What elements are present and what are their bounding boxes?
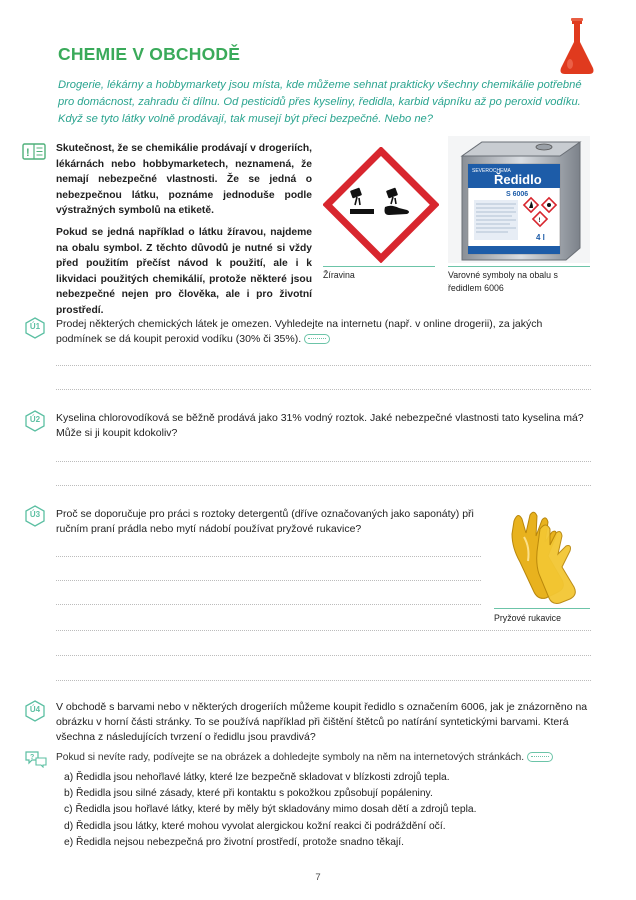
corrosive-caption: Žíravina	[323, 270, 355, 280]
fact-box	[56, 141, 312, 325]
hint-speech-icon	[24, 750, 48, 768]
gloves-caption: Pryžové rukavice	[494, 613, 561, 623]
can-code: S 6006	[506, 191, 529, 198]
task-u1-question: Prodej některých chemických látek je omezen. Vyhledejte na internetu (např. v online drogerii), za jakých podmínek se dá koupit peroxid vodíku (30% či 35%).	[56, 318, 543, 345]
can-brand: SEVEROCHEMA	[472, 168, 511, 174]
caption-line	[448, 266, 590, 267]
rubber-gloves-image	[494, 507, 590, 605]
answer-line[interactable]	[56, 604, 481, 605]
answer-line[interactable]	[56, 580, 481, 581]
info-book-icon	[22, 143, 46, 160]
svg-text:?: ?	[30, 754, 35, 761]
answer-line[interactable]	[56, 389, 591, 390]
task-badge-label: Ú1	[29, 322, 41, 331]
task-u1-text	[56, 317, 591, 347]
internet-icon	[304, 334, 330, 344]
answer-line[interactable]	[56, 461, 591, 462]
internet-icon	[527, 752, 553, 762]
task-u3-text: Proč se doporučuje pro práci s roztoky detergentů (dříve označovaných jako saponáty) při ručním praní prádla nebo mytí nádobí používat pryžové rukavice?	[56, 508, 474, 535]
task-u4-text: V obchodě s barvami nebo v některých drogeriích můžeme koupit ředidlo s označením 6006, jak je znázorněno na obrázku v horní části stránky. To se používá například při čištění štětců po natírání syntetickými barvami. Která všechna z následujících tvrzení o ředidlu jsou pravdivá?	[56, 701, 588, 743]
can-caption: Varovné symboly na obalu s ředidlem 6006	[448, 270, 558, 293]
intro-text: Drogerie, lékárny a hobbymarkety jsou místa, kde můžeme sehnat prakticky všechny chemikálie potřebné pro domácnost, zahradu či dílnu. Od pesticidů přes kyseliny, ředidla, karbid vápníku až po peroxid vodíku. Když se tyto látky volně prodávají, tak musejí být přeci bezpečné. Nebo ne?	[58, 79, 582, 125]
caption-line	[323, 266, 435, 267]
option-item[interactable]: a) Ředidla jsou nehořlavé látky, které lze bezpečně skladovat v blízkosti zdrojů tepla.	[64, 772, 450, 783]
page-number: 7	[315, 872, 321, 883]
corrosive-hazard-icon	[323, 147, 439, 263]
flask-icon	[557, 14, 597, 78]
option-item[interactable]: b) Ředidla jsou silné zásady, které při kontaktu s pokožkou způsobují popáleniny.	[64, 788, 433, 800]
option-item[interactable]: e) Ředidla nejsou nebezpečná pro životní prostředí, protože snadno těkají.	[64, 836, 405, 848]
hint-text: Pokud si nevíte rady, podívejte se na obrázek a dohledejte symboly na něm na internetových stránkách.	[56, 752, 525, 763]
options-list	[64, 770, 584, 851]
task-u2-text: Kyselina chlorovodíková se běžně prodává jako 31% vodný roztok. Jaké nebezpečné vlastnosti tato kyselina má? Může si ji koupit kdokoliv?	[56, 412, 584, 439]
fact-paragraph: Skutečnost, že se chemikálie prodávají v drogeriích, lékárnách nebo hobbymarketech, neznamená, že nemají nebezpečné vlastnosti. Že se jedná o nebezpečnou látku, poznáme jednoduše podle výstražných symbolů na etiketě.	[56, 143, 312, 217]
option-item[interactable]: c) Ředidla jsou hořlavé látky, které by měly být skladovány mimo dosah dětí a zdrojů tepla.	[64, 804, 477, 816]
can-title: Ředidlo	[494, 172, 542, 187]
task-badge-label: Ú2	[29, 415, 41, 424]
task-badge-label: Ú4	[29, 705, 41, 714]
svg-text:!: !	[26, 147, 30, 159]
can-volume: 4 l	[536, 233, 545, 242]
caption-line	[494, 608, 590, 609]
fact-paragraph: Pokud se jedná například o látku žíravou, najdeme na obalu symbol. Z těchto důvodů je nutné si vždy před použitím přečíst návod k použití, ale i k likvidaci použitých chemikálií, protože některé jsou nebezpečné nejen pro člověka, ale i pro životní prostředí.	[56, 226, 312, 316]
option-item[interactable]: d) Ředidla jsou látky, které mohou vyvolat alergickou kožní reakci či podráždění očí.	[64, 820, 446, 832]
answer-line[interactable]	[56, 485, 591, 486]
answer-line[interactable]	[56, 556, 481, 557]
page-title: CHEMIE V OBCHODĚ	[58, 44, 241, 64]
answer-line[interactable]	[56, 365, 591, 366]
thinner-can-image	[448, 136, 590, 263]
answer-line[interactable]	[56, 655, 591, 656]
answer-line[interactable]	[56, 680, 591, 681]
answer-line[interactable]	[56, 630, 591, 631]
task-badge-label: Ú3	[29, 510, 41, 519]
task-u4-hint	[56, 750, 596, 765]
svg-text:!: !	[538, 218, 541, 224]
